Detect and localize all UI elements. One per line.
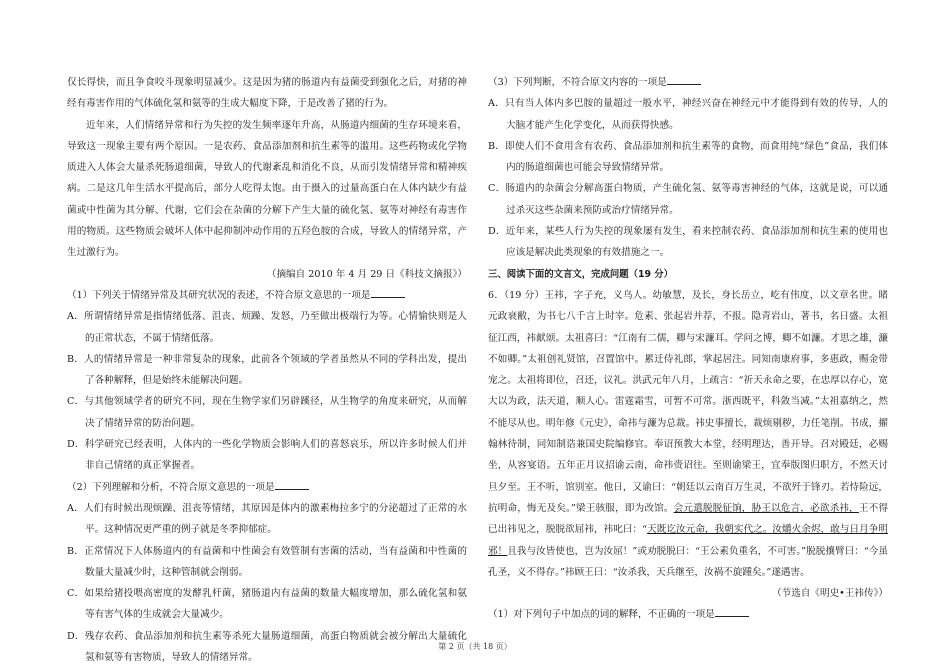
q6-sub1-text: （1）对下列句子中加点的词的解释，不正确的一项是 bbox=[488, 609, 715, 621]
q3-option-b: B．即使人们不食用含有农药、食品添加剂和抗生素等的食物，而食用纯“绿色”食品，我们体内的肠道细菌也可能会导致情绪异常。 bbox=[488, 140, 888, 174]
q1-stem-text: （1）下列关于情绪异常及其研究状况的表述，不符合原文意思的一项是 bbox=[67, 289, 371, 301]
left-column bbox=[67, 72, 467, 668]
q6-sub1-answer-blank[interactable] bbox=[715, 606, 749, 617]
q1-stem bbox=[67, 285, 467, 306]
q6-source: （节选自《明史•王祎传》） bbox=[772, 588, 888, 600]
q6-number: 6．（19 分） bbox=[488, 289, 545, 301]
section-3-heading: 三、阅读下面的文言文，完成问题（19 分） bbox=[488, 268, 674, 280]
q6-text-2: 王不得已出祎见之，脱脱欲屈祎，祎叱曰：“ bbox=[488, 502, 889, 536]
q6-underlined-sentence-2: 天既讫汝元命，我朝实代之。汝爝火余烬，敢与日月争明邪！ bbox=[488, 524, 889, 557]
q6-passage bbox=[488, 285, 888, 583]
q3-option-c: C．肠道内的杂菌会分解高蛋白物质，产生硫化氢、氨等毒害神经的气体，这就是说，可以通过杀灭这些杂菌来预防或治疗情绪异常。 bbox=[488, 183, 888, 216]
q3-option-a: A．只有当人体内多巴胺的量超过一般水平，神经兴奋在神经元中才能得到有效的传导，人的大脑才能产生化学变化，从而获得快感。 bbox=[488, 98, 888, 131]
q3-stem bbox=[488, 72, 888, 93]
q1-option-d: D．科学研究已经表明，人体内的一些化学物质会影响人们的喜怒哀乐，所以许多时候人们并非自己情绪的真正掌握者。 bbox=[67, 439, 467, 472]
passage-para-2: 近年来，人们情绪异常和行为失控的发生频率逐年升高，从肠道内细菌的生存环境来看，导致这一现象主要有两个原因。一是农药、食品添加剂和抗生素等的滥用。这些药物或化学物质进入人体会大量杀死肠道细菌，导致人的代谢紊乱和消化不良，从而引发情绪异常和精神疾病。二是这几年生活水平提高后，部分人吃得太饱。由于摄入的过量高蛋白在人体内缺少有益菌或中性菌为其分解、代谢，它们会在杂菌的分解下产生大量的硫化氢、氨等对神经有毒害作用的物质。这些物质会破坏人体中起抑制冲动作用的五羟色胺的合成，导致人的情绪异常，产生过激行为。 bbox=[67, 119, 467, 259]
passage-para-1: 仅长得快，而且争食咬斗现象明显减少。这是因为猪的肠道内有益菌受到强化之后，对猪的神经有毒害作用的气体硫化氢和氨等的生成大幅度下降，于是改善了猪的行为。 bbox=[67, 77, 467, 110]
q6-text-3: 且我与汝皆使也，岂为汝屈！”或劝脱脱曰：“王公素负重名，不可害。”脱脱攘臂曰：“今虽孔圣，义不得存。”祎顾王曰：“汝杀我，天兵继至，汝祸不旋踵矣。”遂遇害。 bbox=[488, 545, 889, 578]
q1-option-c: C．与其他领域学者的研究不同，现在生物学家们另辟蹊径，从生物学的角度来研究，从而解决了情绪异常的防治问题。 bbox=[67, 396, 467, 429]
q1-option-b: B．人的情绪异常是一种非常复杂的现象，此前各个领域的学者虽然从不同的学科出发，提出了各种解释，但是始终未能解决问题。 bbox=[67, 353, 467, 387]
q2-option-c: C．如果给猪投喂高密度的发酵乳杆菌，猪肠道内有益菌的数量大幅度增加，那么硫化氢和氨等有害气体的生成就会大量减少。 bbox=[67, 588, 467, 621]
q2-option-d: D．残存农药、食品添加剂和抗生素等杀死大量肠道细菌，高蛋白物质就会被分解出大量硫化氢和氨等有害物质，导致人的情绪异常。 bbox=[67, 630, 467, 664]
q1-answer-blank[interactable] bbox=[371, 287, 405, 298]
q2-stem-text: （2）下列理解和分析，不符合原文意思的一项是 bbox=[67, 481, 275, 493]
q2-answer-blank[interactable] bbox=[275, 479, 309, 490]
q3-stem-text: （3）下列判断，不符合原文内容的一项是 bbox=[488, 77, 667, 88]
q1-option-a: A．所谓情绪异常是指情绪低落、沮丧、烦躁、发怒，乃至做出极端行为等。心情愉快则是人的正常状态，不属于情绪低落。 bbox=[67, 311, 467, 344]
q2-stem bbox=[67, 477, 467, 498]
q3-option-d: D．近年来，某些人行为失控的现象屡有发生，看来控制农药、食品添加剂和抗生素的使用也应该是解决此类现象的有效措施之一。 bbox=[488, 226, 888, 259]
q2-option-a: A．人们有时候出现烦躁、沮丧等情绪，其原因是体内的激素梅拉多宁的分泌超过了正常的水平。这种情况更严重的例子就是冬季抑郁症。 bbox=[67, 502, 467, 536]
q2-option-b: B．正常情况下人体肠道内的有益菌和中性菌会有效管制有害菌的活动，当有益菌和中性菌的数量大量减少时，这种管制就会削弱。 bbox=[67, 545, 467, 578]
page-footer: 第 2 页（共 18 页） bbox=[438, 642, 512, 651]
right-column bbox=[488, 72, 888, 626]
q3-answer-blank[interactable] bbox=[667, 74, 701, 85]
q6-sub1-stem bbox=[488, 604, 888, 625]
q6-text-1: 王祎，字子充，义乌人。幼敏慧，及长，身长岳立，屹有伟度，以文章名世。睹元政衰敝，为书七八千言上时宰。危素、张起岩并荐，不报。隐青岩山，著书，名日盛。太祖征江西，祎献颂。太祖喜曰：“江南有二儒，卿与宋濂耳。学问之博，卿不如濂。才思之雄，濂不如卿。”太祖创礼贤馆，召置馆中。累迁侍礼郎，掌起居注。同知南康府事，多惠政，赐金带宠之。太祖将即位，召还，议礼。洪武元年八月，上疏言：“祈天永命之要，在忠厚以存心，宽大以为政，法天道，顺人心。雷霆霜雪，可暂不可常。浙西既平，科敛当减。”太祖嘉纳之，然不能尽从也。明年修《元史》，命祎与濂为总裁。祎史事擅长，裁烦剔秽，力任笔削。书成，擢翰林待制，同知制诰兼国史院编修官。奉诏预教大本堂，经明理达，善开导。召对殿廷，必赐坐，从容宴语。五年正月议招谕云南，命祎赍诏往。至则谕梁王，宜奉版图归职方，不然天讨旦夕至。王不听，馆别室。他日，又谕曰：“朝廷以云南百万生灵，不欲歼于锋刃。若恃险远，抗明命，悔无及矣。”梁王骇服，即为改馆。 bbox=[488, 289, 888, 514]
q6-underlined-sentence-1: 会元遣脱脱征饷，胁王以危言，必欲杀祎， bbox=[673, 502, 859, 514]
passage-source: （摘编自 2010 年 4 月 29 日《科技文摘报》） bbox=[266, 268, 467, 280]
